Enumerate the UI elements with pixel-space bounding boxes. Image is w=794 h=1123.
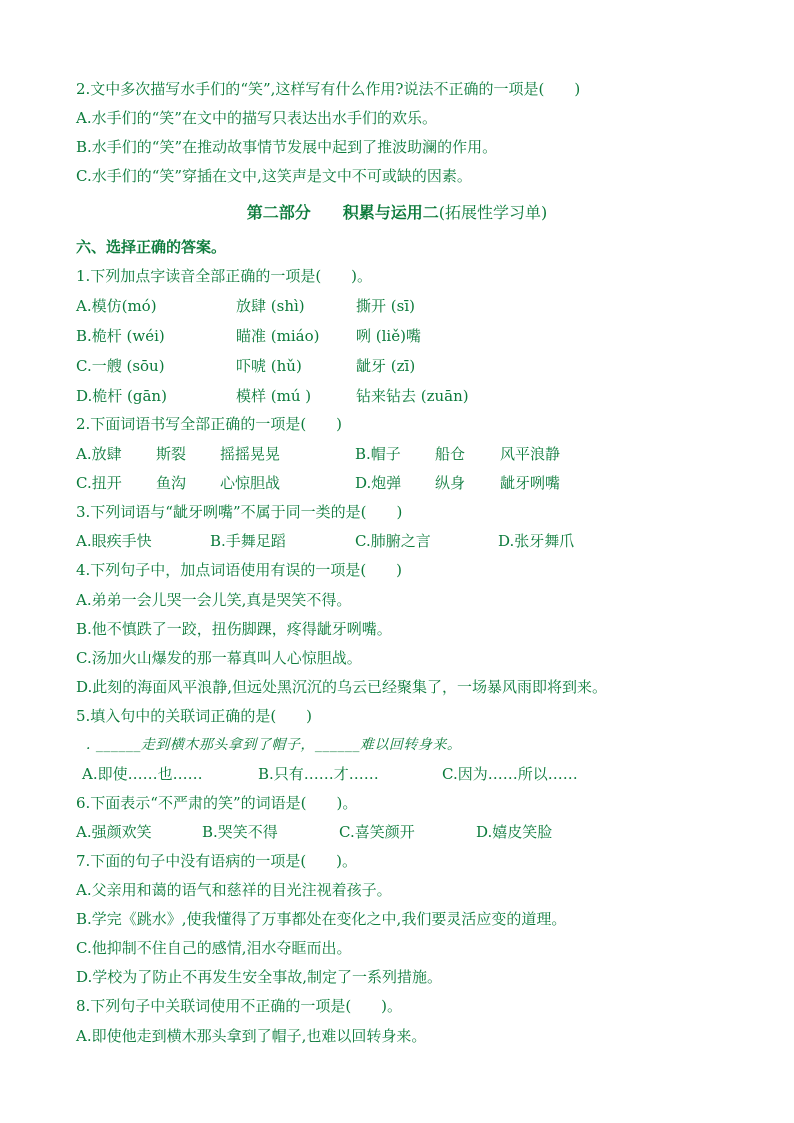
- section-heading: 六、选择正确的答案。: [76, 238, 227, 256]
- q6-option-b: B.哭笑不得: [202, 823, 278, 841]
- q3-options: [76, 527, 716, 556]
- q7-stem: 7.下面的句子中没有语病的一项是( )。: [76, 852, 358, 870]
- section-title-main: 第二部分 积累与运用二: [246, 203, 439, 222]
- q4-option-b: B.他不慎跌了一跤，扭伤脚踝，疼得龇牙咧嘴。: [76, 620, 392, 638]
- q1-d-2: 模样 (mú ): [236, 387, 312, 405]
- q5-option-a: A.即使……也……: [82, 765, 203, 783]
- question-2-stem: 2.文中多次描写水手们的“笑”,这样写有什么作用?说法不正确的一项是( ): [76, 80, 581, 98]
- q2-r2-3: 心惊胆战: [220, 474, 281, 492]
- q8-option-a: A.即使他走到横木那头拿到了帽子,也难以回转身来。: [76, 1027, 427, 1045]
- q1-b-3: 咧 (liě)嘴: [356, 327, 421, 345]
- q2-row-1: [76, 440, 716, 469]
- q1-a-2: 放肆 (shì): [236, 297, 305, 315]
- q1-b-1: B.桅杆 (wéi): [76, 327, 165, 345]
- q1-d-1: D.桅杆 (gān): [76, 387, 167, 405]
- q3-option-c: C.肺腑之言: [355, 532, 431, 550]
- q2-r1-3: 摇摇晃晃: [220, 445, 281, 463]
- q2-r1-4: B.帽子: [355, 445, 401, 463]
- q1-c-1: C.一艘 (sōu): [76, 357, 165, 375]
- q2-row-2: [76, 469, 716, 498]
- q1-a-3: 撕开 (sī): [356, 297, 415, 315]
- q5-sentence: . ______走到横木那头拿到了帽子，______难以回转身来。: [86, 737, 462, 753]
- q2-r1-5: 船仓: [435, 445, 466, 463]
- q7-option-b: B.学完《跳水》,使我懂得了万事都处在变化之中,我们要灵活应变的道理。: [76, 910, 567, 928]
- q2-r1-6: 风平浪静: [500, 445, 561, 463]
- q1-stem: 1.下列加点字读音全部正确的一项是( )。: [76, 267, 373, 285]
- q1-option-row-c: [76, 352, 716, 381]
- q2-r1-1: A.放肆: [76, 445, 122, 463]
- q3-stem: 3.下列词语与“龇牙咧嘴”不属于同一类的是( ): [76, 503, 403, 521]
- q6-option-c: C.喜笑颜开: [339, 823, 415, 841]
- q5-options: [82, 760, 702, 789]
- q4-option-a: A.弟弟一会儿哭一会儿笑,真是哭笑不得。: [76, 591, 352, 609]
- q5-option-c: C.因为……所以……: [442, 765, 578, 783]
- q4-option-d: D.此刻的海面风平浪静,但远处黑沉沉的乌云已经聚集了，一场暴风雨即将到来。: [76, 678, 608, 696]
- q1-a-1: A.模仿(mó): [76, 297, 157, 315]
- section-title: [0, 200, 794, 223]
- q5-option-b: B.只有……才……: [258, 765, 379, 783]
- question-2-option-b: B.水手们的“笑”在推动故事情节发展中起到了推波助澜的作用。: [76, 138, 498, 156]
- q1-d-3: 钻来钻去 (zuān): [356, 387, 469, 405]
- q7-option-a: A.父亲用和蔼的语气和慈祥的目光注视着孩子。: [76, 881, 392, 899]
- q2-r2-6: 龇牙咧嘴: [500, 474, 561, 492]
- question-2-option-c: C.水手们的“笑”穿插在文中,这笑声是文中不可或缺的因素。: [76, 167, 472, 185]
- q2-stem: 2.下面词语书写全部正确的一项是( ): [76, 415, 343, 433]
- q2-r2-2: 鱼沟: [156, 474, 187, 492]
- q1-c-2: 吓唬 (hǔ): [236, 357, 302, 375]
- q6-option-a: A.强颜欢笑: [76, 823, 152, 841]
- q2-r2-1: C.扭开: [76, 474, 122, 492]
- q3-option-a: A.眼疾手快: [76, 532, 152, 550]
- q2-r1-2: 斯裂: [156, 445, 187, 463]
- q2-r2-5: 纵身: [435, 474, 466, 492]
- q4-stem: 4.下列句子中，加点词语使用有误的一项是( ): [76, 561, 403, 579]
- question-2-option-a: A.水手们的“笑”在文中的描写只表达出水手们的欢乐。: [76, 109, 437, 127]
- q1-option-row-d: [76, 382, 716, 411]
- q6-stem: 6.下面表示“不严肃的笑”的词语是( )。: [76, 794, 358, 812]
- q1-b-2: 瞄准 (miáo): [236, 327, 320, 345]
- q1-option-row-b: [76, 322, 716, 351]
- q5-stem: 5.填入句中的关联词正确的是( ): [76, 707, 313, 725]
- q4-option-c: C.汤加火山爆发的那一幕真叫人心惊胆战。: [76, 649, 362, 667]
- section-title-sub: (拓展性学习单): [438, 203, 548, 222]
- q3-option-b: B.手舞足蹈: [210, 532, 286, 550]
- q8-stem: 8.下列句子中关联词使用不正确的一项是( )。: [76, 997, 403, 1015]
- q1-c-3: 龇牙 (zī): [356, 357, 416, 375]
- q6-option-d: D.嬉皮笑脸: [476, 823, 553, 841]
- q7-option-c: C.他抑制不住自己的感情,泪水夺眶而出。: [76, 939, 352, 957]
- q1-option-row-a: [76, 292, 716, 321]
- q3-option-d: D.张牙舞爪: [498, 532, 575, 550]
- q2-r2-4: D.炮弹: [355, 474, 402, 492]
- q7-option-d: D.学校为了防止不再发生安全事故,制定了一系列措施。: [76, 968, 443, 986]
- q6-options: [76, 818, 716, 847]
